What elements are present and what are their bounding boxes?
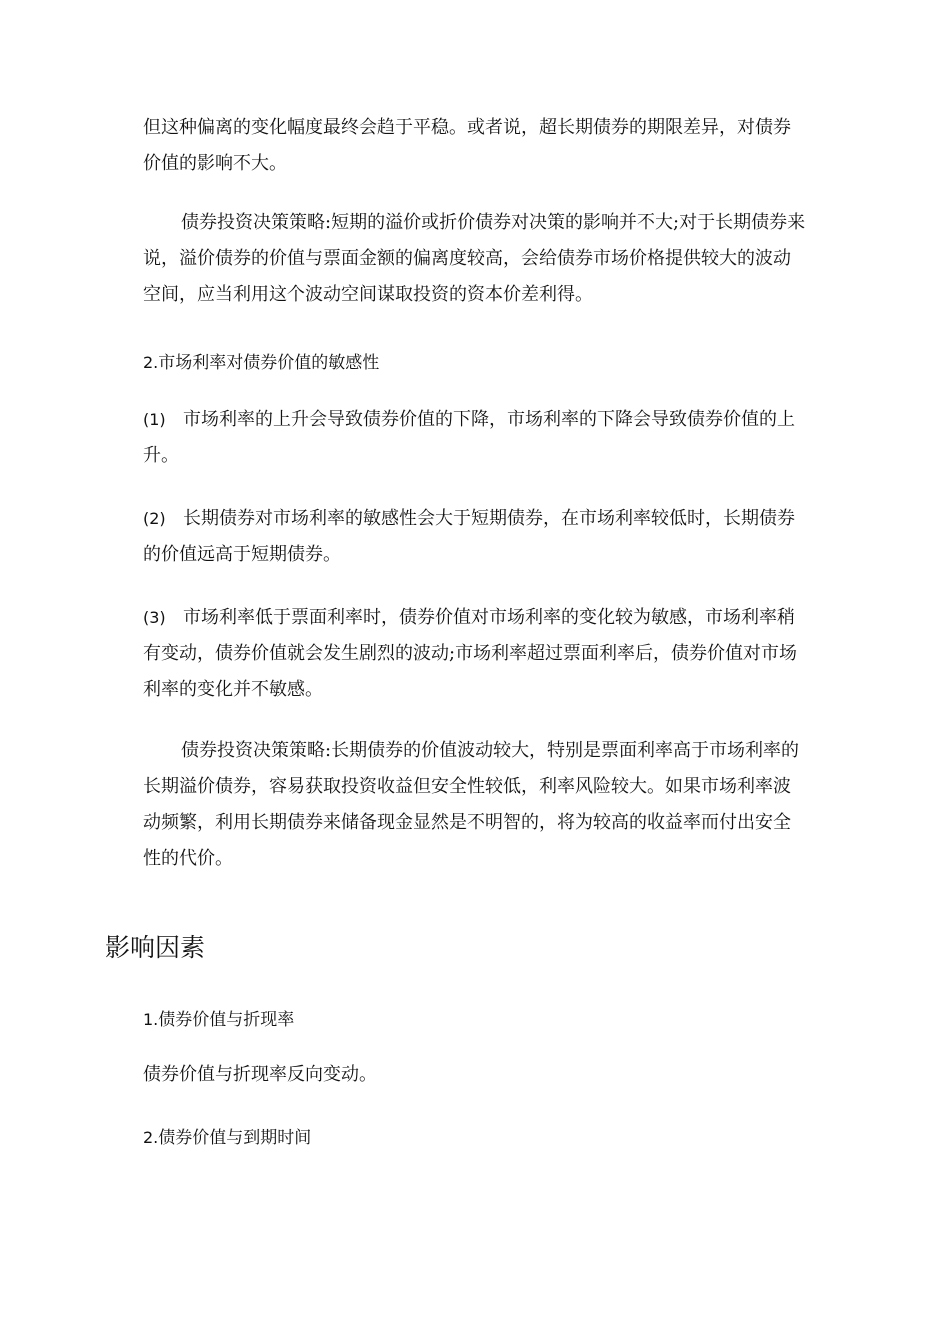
list-item-2-text: 长期债券对市场利率的敏感性会大于短期债券，在市场利率较低时，长期债券的价值远高于短期债券。 — [143, 508, 795, 565]
factor-2-number: 2. — [143, 1128, 159, 1147]
factor-1-title: 债券价值与折现率 — [158, 1010, 295, 1030]
section-2-number: 2. — [143, 353, 159, 372]
list-item-3-number: (3) — [143, 608, 166, 627]
section-2-heading — [143, 345, 807, 381]
paragraph-strategy-1: 债券投资决策策略:短期的溢价或折价债券对决策的影响并不大;对于长期债券来说，溢价债券的价值与票面金额的偏离度较高，会给债券市场价格提供较大的波动空间，应当利用这个波动空间谋取投资的资本价差利得。 — [143, 212, 806, 305]
factor-1-heading — [143, 1002, 807, 1038]
factor-1-number: 1. — [143, 1010, 159, 1029]
list-item-2-number: (2) — [143, 509, 166, 528]
list-item-1-number: (1) — [143, 410, 166, 429]
list-item-1 — [143, 402, 807, 474]
list-item-3-text: 市场利率低于票面利率时，债券价值对市场利率的变化较为敏感，市场利率稍有变动，债券价值就会发生剧烈的波动;市场利率超过票面利率后，债券价值对市场利率的变化并不敏感。 — [143, 607, 798, 700]
section-2-title: 市场利率对债券价值的敏感性 — [158, 353, 380, 373]
factor-1-text: 债券价值与折现率反向变动。 — [143, 1064, 377, 1085]
section-heading-factors: 影响因素 — [105, 933, 206, 962]
paragraph-strategy-2: 债券投资决策策略:长期债券的价值波动较大，特别是票面利率高于市场利率的长期溢价债券，容易获取投资收益但安全性较低，利率风险较大。如果市场利率波动频繁，利用长期债券来储备现金显然是不明智的，将为较高的收益率而付出安全性的代价。 — [143, 740, 800, 869]
factor-2-title: 债券价值与到期时间 — [158, 1128, 312, 1148]
list-item-2 — [143, 501, 807, 573]
factor-2-heading — [143, 1120, 807, 1156]
list-item-3 — [143, 600, 807, 708]
paragraph-continuation: 但这种偏离的变化幅度最终会趋于平稳。或者说，超长期债券的期限差异，对债券价值的影响不大。 — [143, 117, 791, 174]
list-item-1-text: 市场利率的上升会导致债券价值的下降，市场利率的下降会导致债券价值的上升。 — [143, 409, 795, 466]
